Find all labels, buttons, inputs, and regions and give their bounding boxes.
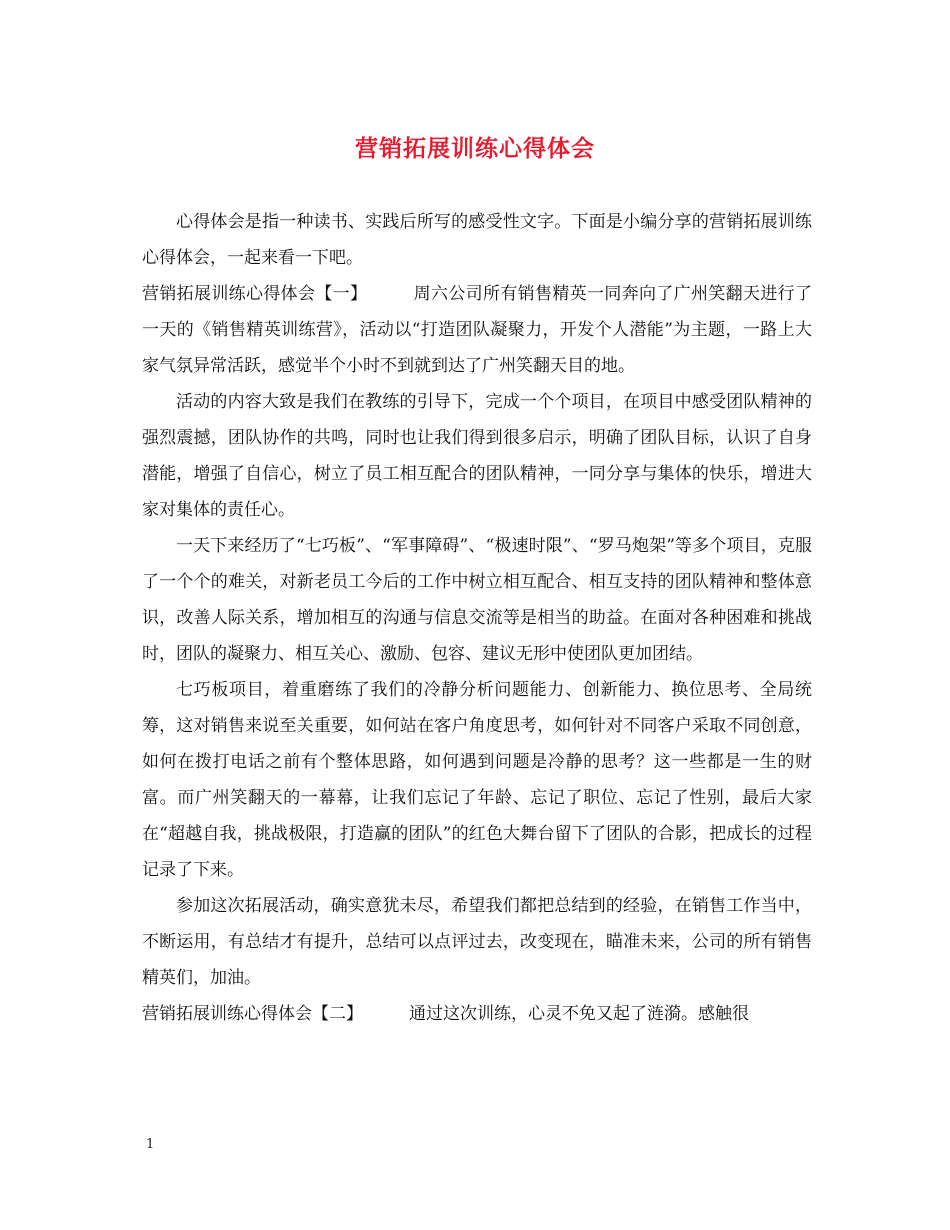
paragraph-p2: 活动的内容大致是我们在教练的引导下，完成一个个项目，在项目中感受团队精神的强烈震撼，团队协作的共鸣，同时也让我们得到很多启示，明确了团队目标，认识了自身潜能，增强了自信心，树立了员工相互配合的团队精神，一同分享与集体的快乐，增进大家对集体的责任心。 — [142, 392, 812, 520]
document-title: 营销拓展训练心得体会 — [355, 135, 595, 162]
paragraph-p5: 参加这次拓展活动，确实意犹未尽，希望我们都把总结到的经验，在销售工作当中，不断运用，有总结才有提升，总结可以点评过去，改变现在，瞄准未来，公司的所有销售精英们，加油。 — [142, 896, 812, 988]
page-number: 1 — [146, 1137, 155, 1152]
paragraph-p4: 七巧板项目，着重磨练了我们的冷静分析问题能力、创新能力、换位思考、全局统筹，这对销售来说至关重要，如何站在客户角度思考，如何针对不同客户采取不同创意，如何在拨打电话之前有个整体思路，如何遇到问题是冷静的思考？这一些都是一生的财富。而广州笑翻天的一幕幕，让我们忘记了年龄、忘记了职位、忘记了性别，最后大家在“超越自我，挑战极限，打造赢的团队”的红色大舞台留下了团队的合影，把成长的过程记录了下来。 — [142, 680, 812, 880]
section-heading: 营销拓展训练心得体会【二】 — [142, 1004, 363, 1024]
section-text: 周六公司所有销售精英一同奔向了广州笑翻天进行了一天的《销售精英训练营》，活动以“打造团队凝聚力，开发个人潜能”为主题，一路上大家气氛异常活跃，感觉半个小时不到就到达了广州笑翻天目的地。 — [142, 284, 813, 376]
section-paragraph-sec1 — [142, 276, 812, 384]
document-body — [142, 204, 812, 1032]
section-heading: 营销拓展训练心得体会【一】 — [142, 284, 368, 304]
section-paragraph-sec2 — [142, 996, 812, 1032]
section-text: 通过这次训练，心灵不免又起了涟漪。感触很 — [409, 1004, 749, 1024]
paragraph-intro: 心得体会是指一种读书、实践后所写的感受性文字。下面是小编分享的营销拓展训练心得体会，一起来看一下吧。 — [142, 212, 812, 268]
paragraph-p3: 一天下来经历了“七巧板”、“军事障碍”、“极速时限”、“罗马炮架”等多个项目，克服了一个个的难关，对新老员工今后的工作中树立相互配合、相互支持的团队精神和整体意识，改善人际关系，增加相互的沟通与信息交流等是相当的助益。在面对各种困难和挑战时，团队的凝聚力、相互关心、激励、包容、建议无形中使团队更加团结。 — [142, 536, 812, 664]
